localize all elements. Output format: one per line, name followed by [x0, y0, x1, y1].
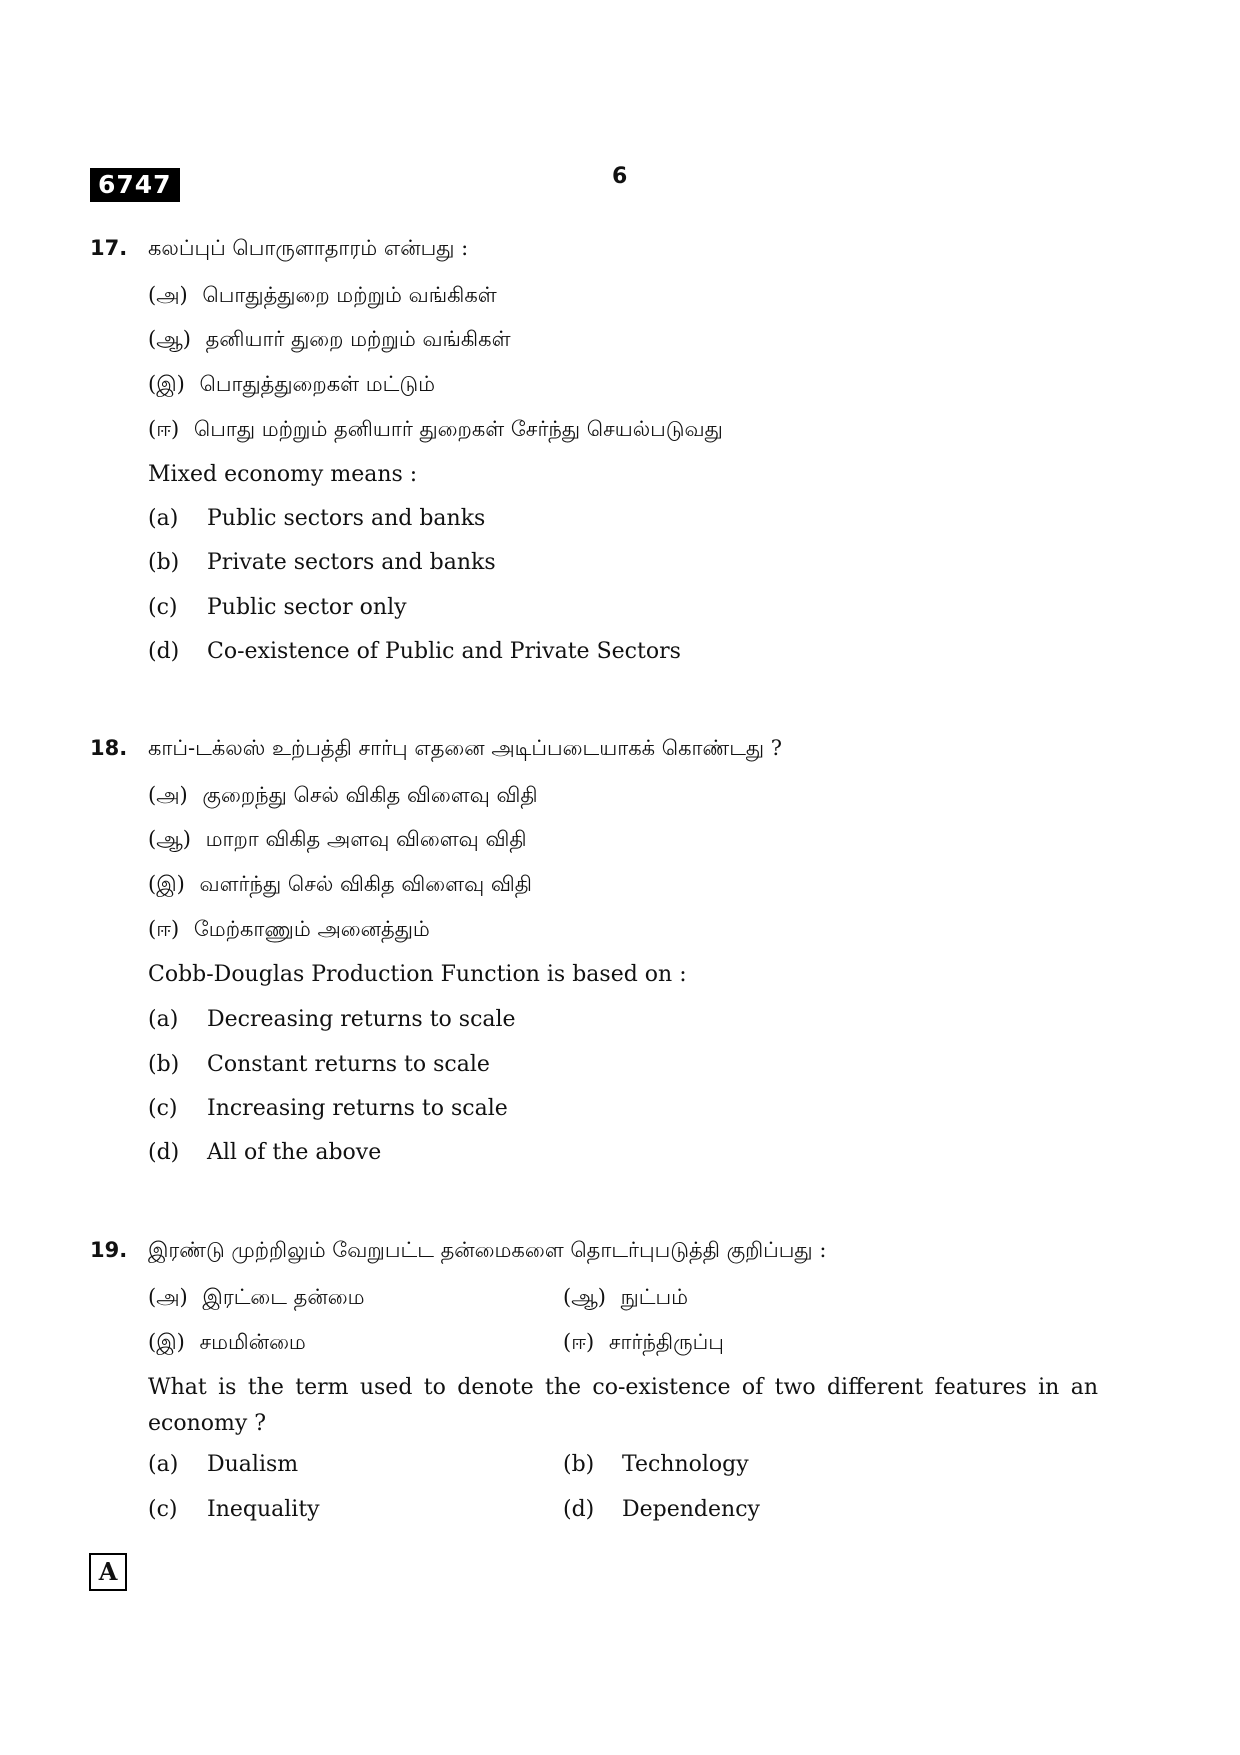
option-ta — [148, 872, 532, 899]
option-label: (c) — [148, 1096, 178, 1121]
option-ta — [148, 827, 527, 854]
option-ta — [148, 327, 511, 354]
question-stem-ta: இரண்டு முற்றிலும் வேறுபட்ட தன்மைகளை தொடர்புபடுத்தி குறிப்பது : — [148, 1238, 827, 1262]
option-text: Inequality — [207, 1497, 320, 1522]
option-label: (a) — [148, 1007, 179, 1032]
option-label: (ஈ) — [148, 917, 180, 941]
option-text: Public sectors and banks — [207, 506, 486, 531]
option-label: (இ) — [148, 372, 185, 396]
option-text: Private sectors and banks — [207, 550, 496, 575]
option-ta — [148, 917, 430, 944]
option-ta — [148, 1285, 365, 1312]
option-text: Dualism — [207, 1452, 299, 1477]
option-label: (ஈ) — [148, 417, 180, 441]
question-stem-ta: கலப்புப் பொருளாதாரம் என்பது : — [148, 236, 469, 260]
option-text: Constant returns to scale — [207, 1052, 490, 1077]
option-ta — [148, 283, 497, 310]
paper-code: 6747 — [90, 168, 180, 202]
option-text: பொதுத்துறை மற்றும் வங்கிகள் — [202, 283, 497, 307]
option-text: Public sector only — [207, 595, 407, 620]
option-label: (இ) — [148, 872, 185, 896]
option-label: (b) — [148, 550, 180, 575]
option-text: சமமின்மை — [199, 1330, 306, 1354]
option-text: பொதுத்துறைகள் மட்டும் — [199, 372, 436, 396]
question-stem-en: Mixed economy means : — [148, 462, 418, 487]
option-label: (ஈ) — [563, 1330, 595, 1354]
option-ta — [563, 1330, 724, 1357]
option-text: Dependency — [622, 1497, 760, 1522]
option-label: (இ) — [148, 1330, 185, 1354]
option-label: (அ) — [148, 283, 188, 307]
option-label: (d) — [148, 639, 180, 664]
option-label: (d) — [148, 1140, 180, 1165]
option-label: (c) — [148, 595, 178, 620]
question-stem-en: What is the term used to denote the co-existence of two different features in an economy ? — [148, 1375, 1098, 1436]
option-text: இரட்டை தன்மை — [202, 1285, 365, 1309]
option-text: பொது மற்றும் தனியார் துறைகள் சேர்ந்து செயல்படுவது — [193, 417, 723, 441]
question-stem-ta: காப்-டக்லஸ் உற்பத்தி சார்பு எதனை அடிப்படையாகக் கொண்டது ? — [148, 736, 783, 760]
option-label: (ஆ) — [148, 827, 191, 851]
option-label: (a) — [148, 506, 179, 531]
option-text: மேற்காணும் அனைத்தும் — [193, 917, 430, 941]
option-label: (c) — [148, 1497, 178, 1522]
option-text: வளர்ந்து செல் விகித விளைவு விதி — [199, 872, 532, 896]
option-text: தனியார் துறை மற்றும் வங்கிகள் — [205, 327, 511, 351]
option-ta — [148, 372, 435, 399]
page-number: 6 — [612, 164, 628, 189]
option-label: (a) — [148, 1452, 179, 1477]
series-code-box: A — [89, 1553, 127, 1591]
option-label: (அ) — [148, 1285, 188, 1309]
question-number: 18. — [90, 736, 128, 760]
option-label: (b) — [563, 1452, 595, 1477]
question-stem-en: Cobb-Douglas Production Function is based on : — [148, 962, 687, 987]
option-label: (ஆ) — [148, 327, 191, 351]
option-label: (ஆ) — [563, 1285, 606, 1309]
question-number: 17. — [90, 236, 128, 260]
option-label: (b) — [148, 1052, 180, 1077]
option-label: (d) — [563, 1497, 595, 1522]
option-text: Increasing returns to scale — [207, 1096, 508, 1121]
question-number: 19. — [90, 1238, 128, 1262]
option-text: Decreasing returns to scale — [207, 1007, 516, 1032]
option-ta — [148, 1330, 306, 1357]
option-text: Technology — [622, 1452, 749, 1477]
option-text: நுட்பம் — [620, 1285, 689, 1309]
option-text: சார்ந்திருப்பு — [608, 1330, 724, 1354]
option-text: குறைந்து செல் விகித விளைவு விதி — [202, 783, 538, 807]
option-text: All of the above — [207, 1140, 382, 1165]
option-ta — [563, 1285, 688, 1312]
option-ta — [148, 783, 538, 810]
option-ta — [148, 417, 723, 444]
option-text: மாறா விகித அளவு விளைவு விதி — [205, 827, 527, 851]
option-label: (அ) — [148, 783, 188, 807]
option-text: Co-existence of Public and Private Sectors — [207, 639, 681, 664]
